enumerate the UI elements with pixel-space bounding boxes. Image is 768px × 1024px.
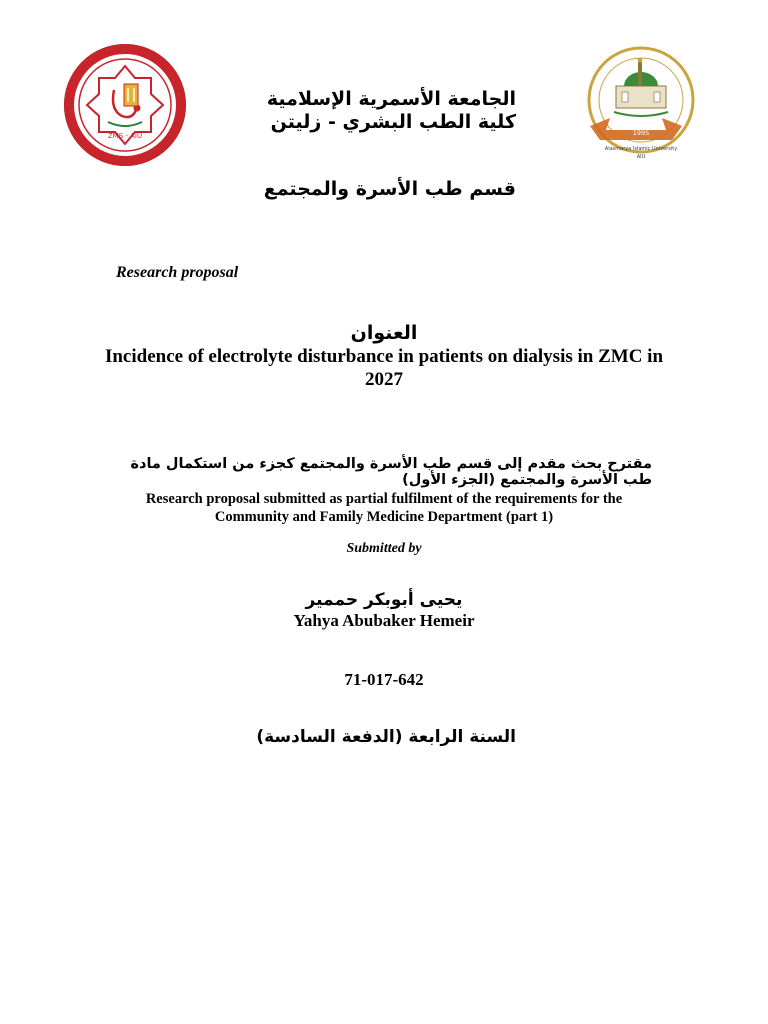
faculty-seal-icon — [62, 42, 188, 168]
submitted-by-label: Submitted by — [346, 541, 422, 556]
proposal-statement-english: Research proposal submitted as partial fulfilment of the requirements for the Community and Family Medicine Department (part 1) — [145, 491, 623, 525]
academic-year-arabic: السنة الرابعة (الدفعة السادسة) — [256, 727, 516, 747]
university-seal-icon — [576, 40, 706, 168]
title-label-arabic: العنوان — [350, 322, 418, 344]
university-logo-abbr: AIU — [636, 154, 646, 160]
university-name: الجامعة الأسمرية الإسلامية — [266, 88, 516, 110]
author-name-arabic: يحيى أبوبكر حممير — [305, 590, 463, 610]
department-name: قسم طب الأسرة والمجتمع — [263, 178, 516, 200]
author-name-english: Yahya Abubaker Hemeir — [293, 611, 475, 630]
faculty-logo — [62, 42, 188, 168]
university-logo — [576, 40, 706, 168]
proposal-statement-arabic: مقترح بحث مقدم إلى قسم طب الأسرة والمجتمع كجزء من استكمال مادة طب الأسرة والمجتمع (الجزء الأول) — [130, 456, 652, 488]
document-type-label: Research proposal — [116, 264, 239, 281]
university-logo-year: 1995 — [632, 129, 650, 137]
faculty-logo-text: ZMS - AIU — [107, 132, 143, 140]
research-title: Incidence of electrolyte disturbance in patients on dialysis in ZMC in 2027 — [104, 346, 664, 390]
university-logo-text: Alasmarya Islamic University — [604, 146, 678, 152]
student-id: 71-017-642 — [344, 670, 424, 689]
faculty-name: كلية الطب البشري - زليتن — [270, 111, 516, 133]
